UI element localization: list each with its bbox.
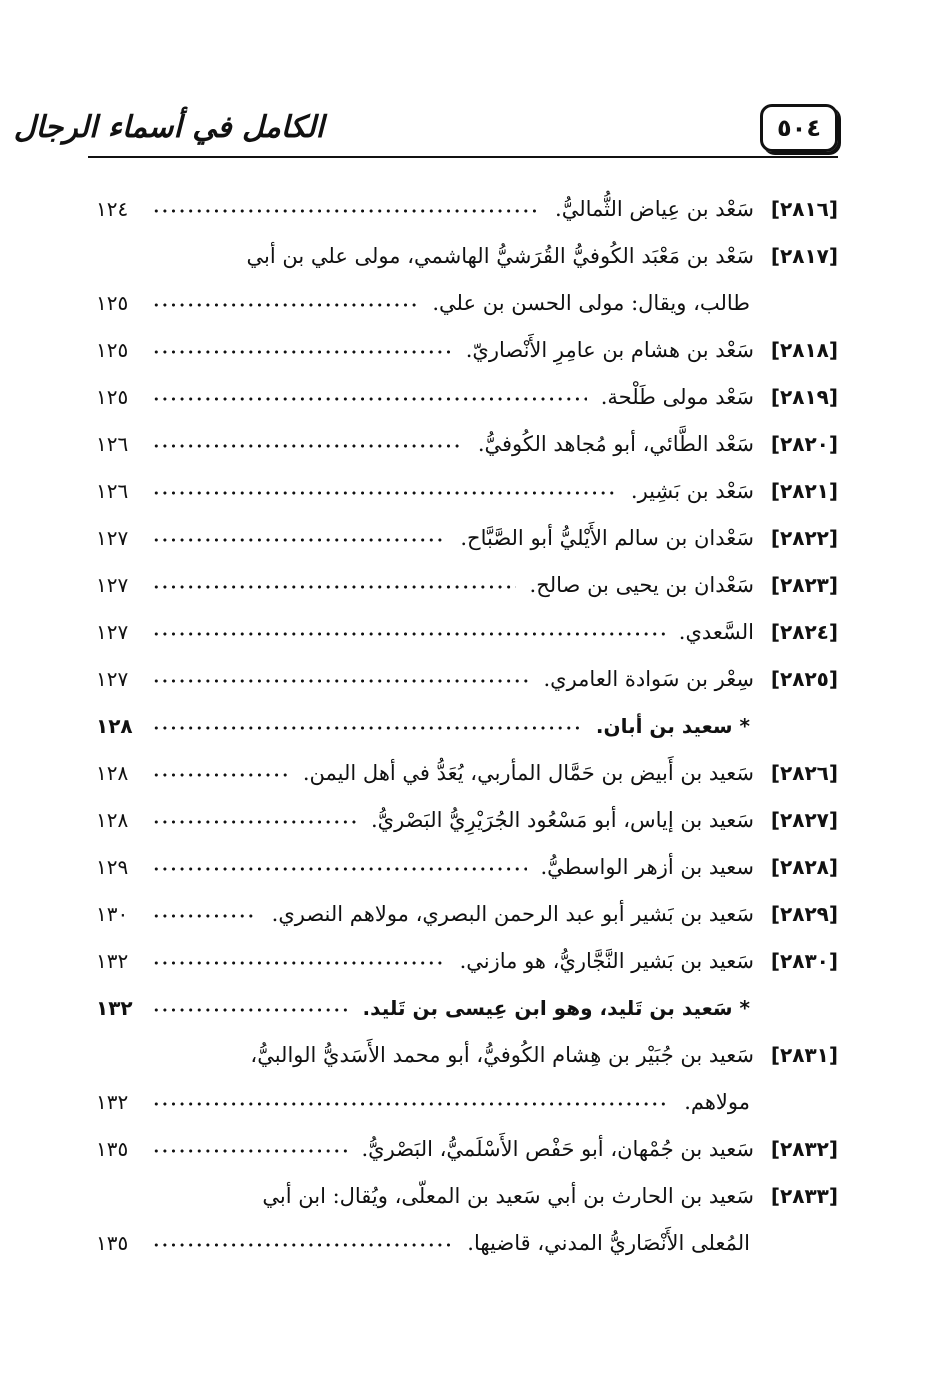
index-entry (96, 1079, 838, 1126)
index-entry (96, 656, 838, 703)
entry-number: [٢٨١٦] (770, 197, 838, 221)
entry-number: [٢٨٢٢] (770, 526, 838, 550)
entry-text: سَعْد بن مَعْبَد الكُوفيُّ القُرَشيُّ الهاشمي، مولى علي بن أبي (246, 244, 754, 268)
entry-text: سَعيد بن جُمْهان، أبو حَفْص الأَسْلَميُّ، البَصْريُّ. (361, 1137, 754, 1161)
index-entry (96, 186, 838, 233)
entry-page-number: ١٢٥ (96, 291, 129, 315)
entry-text: سَعْد الطَّائي، أبو مُجاهد الكُوفيُّ. (477, 432, 754, 456)
entry-number: [٢٨٣٣] (770, 1184, 838, 1208)
page-header (13, 100, 838, 162)
dot-leader (152, 490, 617, 496)
entry-page-number: ١٢٥ (96, 385, 129, 409)
entry-page-number: ١٣٥ (96, 1231, 129, 1255)
index-entry (96, 1126, 838, 1173)
entry-page-number: ١٢٦ (96, 479, 129, 503)
entry-page-number: ١٣٢ (96, 1090, 129, 1114)
entry-page-number: ١٢٤ (96, 197, 129, 221)
dot-leader (152, 1148, 348, 1154)
entry-text: سعيد بن أزهر الواسطيُّ. (540, 855, 754, 879)
index-list (96, 186, 838, 1267)
entry-text: سَعْد بن هشام بن عامِرِ الأَنْصاريّ. (465, 338, 754, 362)
index-entry (96, 891, 838, 938)
entry-page-number: ١٢٧ (96, 620, 129, 644)
entry-text: سَعْد بن عِياض الثُّماليُّ. (555, 197, 754, 221)
entry-number: [٢٨٢٩] (770, 902, 838, 926)
book-title: الكامل في أسماء الرجال (13, 110, 324, 145)
section-heading: * سَعيد بن تَليد، وهو ابن عِيسى بن تَليد. (362, 996, 750, 1020)
index-entry (96, 797, 838, 844)
entry-number: [٢٨٢٨] (770, 855, 838, 879)
entry-text: سَعْد بن بَشِير. (630, 479, 754, 503)
dot-leader (152, 960, 446, 966)
index-entry (96, 1032, 838, 1079)
dot-leader (152, 302, 418, 308)
index-entry (96, 233, 838, 280)
entry-number: [٢٨٢٦] (770, 761, 838, 785)
entry-page-number: ١٢٥ (96, 338, 129, 362)
index-entry (96, 515, 838, 562)
dot-leader (152, 1242, 453, 1248)
dot-leader (152, 866, 527, 872)
dot-leader (152, 1101, 670, 1107)
section-heading: * سعيد بن أبان. (595, 714, 750, 738)
index-entry (96, 750, 838, 797)
dot-leader (152, 913, 258, 919)
dot-leader (152, 208, 541, 214)
entry-number: [٢٨١٨] (770, 338, 838, 362)
entry-text: سَعْد مولى طَلْحة. (600, 385, 754, 409)
dot-leader (152, 631, 665, 637)
entry-number: [٢٨٣٠] (770, 949, 838, 973)
dot-leader (152, 725, 582, 731)
index-entry (96, 1220, 838, 1267)
entry-number: [٢٨٢٣] (770, 573, 838, 597)
entry-page-number: ١٣٠ (96, 902, 129, 926)
entry-page-number: ١٢٧ (96, 573, 129, 597)
index-entry (96, 609, 838, 656)
dot-leader (152, 349, 452, 355)
dot-leader (152, 537, 446, 543)
entry-page-number: ١٢٧ (96, 526, 129, 550)
entry-number: [٢٨٢١] (770, 479, 838, 503)
index-entry (96, 468, 838, 515)
entry-number: [٢٨١٩] (770, 385, 838, 409)
dot-leader (152, 584, 516, 590)
entry-text: سَعيد بن بَشير أبو عبد الرحمن البصري، مولاهم النصري. (271, 902, 754, 926)
header-rule (88, 156, 838, 158)
dot-leader (152, 1007, 349, 1013)
index-entry (96, 374, 838, 421)
entry-number: [٢٨٢٤] (770, 620, 838, 644)
dot-leader (152, 678, 529, 684)
entry-number: [٢٨١٧] (770, 244, 838, 268)
page-number: ٥٠٤ (760, 104, 838, 152)
entry-number: [٢٨٣٢] (770, 1137, 838, 1161)
entry-text: سَعيد بن الحارث بن أبي سَعيد بن المعلّى، ويُقال: ابن أبي (262, 1184, 754, 1208)
section-heading-row (96, 985, 838, 1032)
entry-number: [٢٨٢٠] (770, 432, 838, 456)
entry-text: طالب، ويقال: مولى الحسن بن علي. (432, 291, 750, 315)
entry-page-number: ١٣٥ (96, 1137, 129, 1161)
entry-text: المُعلى الأَنْصَاريُّ المدني، قاضيها. (467, 1231, 750, 1255)
index-entry (96, 562, 838, 609)
index-entry (96, 938, 838, 985)
entry-page-number: ١٣٢ (96, 996, 133, 1020)
entry-page-number: ١٢٦ (96, 432, 129, 456)
entry-number: [٢٨٢٧] (770, 808, 838, 832)
entry-text: سَعيد بن إياس، أبو مَسْعُود الجُرَيْرِيُّ البَصْريُّ. (370, 808, 754, 832)
index-entry (96, 844, 838, 891)
entry-page-number: ١٢٨ (96, 714, 133, 738)
entry-text: سَعيد بن أَبيض بن حَمَّال المأربي، يُعَدُّ في أهل اليمن. (302, 761, 754, 785)
entry-page-number: ١٣٢ (96, 949, 129, 973)
entry-text: سَعْدان بن سالم الأَيْليُّ أبو الصَّبَّاح. (460, 526, 754, 550)
entry-text: سَعْدان بن يحيى بن صالح. (529, 573, 754, 597)
dot-leader (152, 396, 587, 402)
entry-text: سِعْر بن سَوادة العامري. (543, 667, 754, 691)
dot-leader (152, 772, 289, 778)
dot-leader (152, 819, 357, 825)
entry-text: مولاهم. (684, 1090, 750, 1114)
entry-text: سَعيد بن بَشير النَّجَّاريُّ، هو مازني. (459, 949, 754, 973)
entry-text: سَعيد بن جُبَيْر بن هِشام الكُوفيُّ، أبو محمد الأَسَديُّ الوالبيُّ، (250, 1043, 754, 1067)
entry-page-number: ١٢٩ (96, 855, 129, 879)
index-entry (96, 327, 838, 374)
section-heading-row (96, 703, 838, 750)
entry-number: [٢٨٣١] (770, 1043, 838, 1067)
index-entry (96, 280, 838, 327)
dot-leader (152, 443, 464, 449)
entry-number: [٢٨٢٥] (770, 667, 838, 691)
index-entry (96, 421, 838, 468)
entry-page-number: ١٢٨ (96, 761, 129, 785)
entry-text: السَّعدي. (678, 620, 754, 644)
index-entry (96, 1173, 838, 1220)
entry-page-number: ١٢٧ (96, 667, 129, 691)
entry-page-number: ١٢٨ (96, 808, 129, 832)
